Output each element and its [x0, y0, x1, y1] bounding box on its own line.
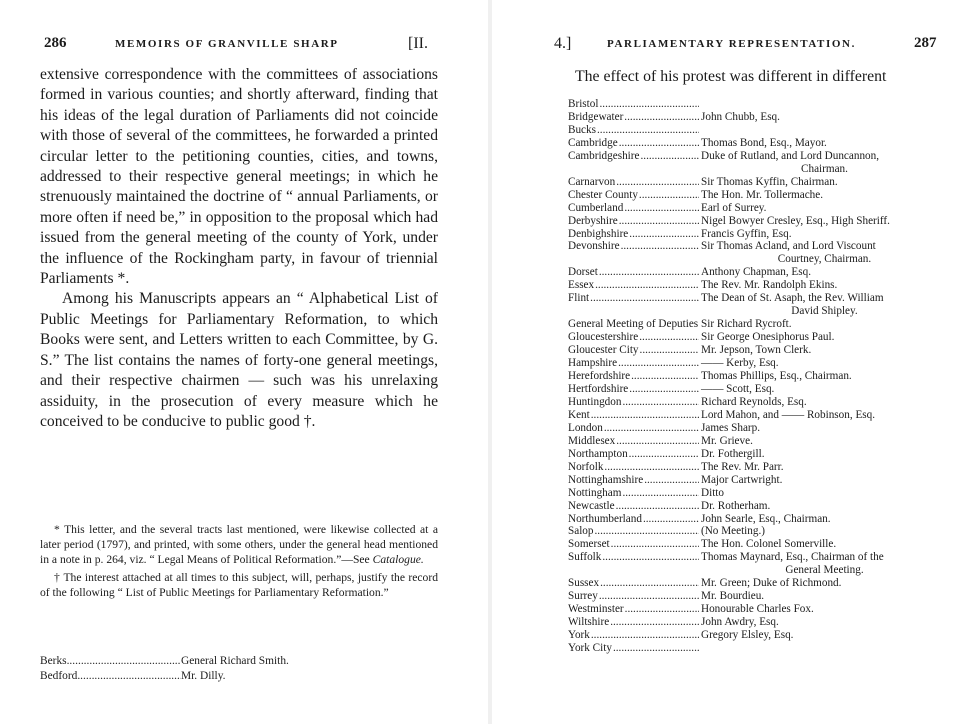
county-name: Devonshire [568, 240, 620, 253]
list-item [568, 111, 948, 124]
chairman-name: Sir Thomas Acland, and Lord Viscount [701, 240, 876, 253]
list-item [568, 266, 948, 279]
list-item [568, 603, 948, 616]
county-name: Bucks [568, 123, 596, 136]
chairman-name: The Hon. Mr. Tollermache. [701, 188, 824, 201]
chairman-name: —— Scott, Esq. [701, 382, 775, 395]
chairman-continuation: General Meeting. [785, 564, 864, 577]
chairman-name: Ditto [701, 486, 724, 499]
list-item [568, 435, 948, 448]
running-head-right: PARLIAMENTARY REPRESENTATION. [607, 38, 856, 50]
county-name: Sussex [568, 577, 600, 590]
chairman-name: Mr. Bourdieu. [701, 590, 765, 603]
chairman-name: Thomas Phillips, Esq., Chairman. [701, 370, 852, 383]
list-item [568, 124, 948, 137]
list-item [568, 98, 948, 111]
footnote: † The interest attached at all times to this subject, will, perhaps, justify the record of the following “ List of Public Meetings for Parliamentary Reformation.” [40, 570, 438, 599]
county-name: Gloucestershire [568, 331, 639, 344]
meeting-list-left [40, 654, 440, 683]
county-name: Bristol [568, 98, 599, 110]
chairman-name: Mr. Grieve. [701, 434, 753, 447]
county-name: Huntingdon [568, 395, 622, 408]
list-item [568, 279, 948, 292]
chairman-name: The Rev. Mr. Randolph Ekins. [701, 279, 838, 292]
chairman-name: Major Cartwright. [701, 473, 783, 486]
list-item [568, 525, 948, 538]
chairman-name: Richard Reynolds, Esq. [701, 395, 807, 408]
footnote [40, 522, 438, 568]
list-item [568, 577, 948, 590]
page-number-left: 286 [44, 35, 67, 51]
chairman-name: The Hon. Colonel Somerville. [701, 538, 837, 551]
list-item [568, 590, 948, 603]
county-name: Wiltshire [568, 616, 610, 629]
list-item [568, 344, 948, 357]
chairman-name: Gregory Elsley, Esq. [701, 629, 794, 642]
body-text-right: The effect of his protest was different in different [575, 68, 887, 85]
list-item [568, 396, 948, 409]
list-item [568, 331, 948, 344]
county-name: Gloucester City [568, 344, 639, 357]
county-name: Bedford [40, 669, 78, 682]
county-name: Salop [568, 525, 594, 538]
county-name: Herefordshire [568, 370, 631, 383]
chairman-name: Honourable Charles Fox. [701, 603, 814, 616]
body-text-left [40, 65, 438, 432]
county-name: York City [568, 642, 612, 655]
county-name: Surrey [568, 590, 598, 603]
chapter-mark-right: 4.] [554, 35, 572, 52]
list-item [568, 422, 948, 435]
chairman-name: John Awdry, Esq. [701, 616, 779, 629]
paragraph: Among his Manuscripts appears an “ Alphabetical List of Public Meetings for Parliamentary Reformation, to which Books were sent, and Letters written to each Committee, by G. S.” The list contains the names of forty-one general meetings, and their respective chairmen — such was his unrelaxing assiduity, in the prosecution of every measure which he conceived to be conducive to public good †. [40, 290, 438, 430]
county-name: Essex [568, 279, 595, 292]
list-item [568, 551, 948, 577]
county-name: Northumberland [568, 512, 642, 525]
county-name: General Meeting of Deputies [568, 318, 699, 331]
list-item [568, 292, 948, 318]
county-name: Middlesex [568, 434, 616, 447]
county-name: York [568, 629, 590, 642]
county-name: Cumberland [568, 201, 624, 214]
list-item [568, 370, 948, 383]
chairman-name: Dr. Rotherham. [701, 499, 771, 512]
list-item [568, 487, 948, 500]
county-name: Westminster [568, 603, 624, 616]
chairman-name: —— Kerby, Esq. [701, 357, 779, 370]
list-item [568, 383, 948, 396]
list-item [568, 538, 948, 551]
list-item [568, 448, 948, 461]
county-name: Dorset [568, 266, 598, 279]
meeting-list-right [568, 98, 948, 655]
county-name: Denbighshire [568, 227, 629, 240]
chairman-name: Nigel Bowyer Cresley, Esq., High Sheriff. [701, 214, 890, 227]
county-name: Kent [568, 408, 590, 421]
county-name: Bridgewater [568, 110, 624, 123]
chairman-name: Sir George Onesiphorus Paul. [701, 331, 835, 344]
county-name: Newcastle [568, 499, 615, 512]
chairman-name: James Sharp. [701, 421, 761, 434]
chairman-name: Mr. Green; Duke of Richmond. [701, 577, 842, 590]
list-item [568, 215, 948, 228]
chairman-name: John Chubb, Esq. [701, 110, 780, 123]
list-item [568, 461, 948, 474]
county-name: Cambridge [568, 136, 618, 149]
page-number-right: 287 [914, 35, 937, 51]
county-name: Berks [40, 655, 67, 667]
county-name: Cambridgeshire [568, 149, 640, 162]
list-item [568, 409, 948, 422]
county-name: Somerset [568, 538, 610, 551]
chairman-name: Mr. Dilly. [181, 669, 226, 682]
chairman-name: Dr. Fothergill. [701, 447, 765, 460]
chairman-name: Lord Mahon, and —— Robinson, Esq. [701, 408, 876, 421]
list-item [568, 474, 948, 487]
footnotes [40, 522, 438, 602]
county-name: Hampshire [568, 357, 618, 370]
chairman-name: Mr. Jepson, Town Clerk. [701, 344, 812, 357]
list-item [568, 318, 948, 331]
county-name: Nottinghamshire [568, 473, 644, 486]
list-item [568, 629, 948, 642]
chairman-name: Anthony Chapman, Esq. [701, 266, 812, 279]
chairman-name: Sir Richard Rycroft. [701, 318, 792, 331]
list-item [568, 500, 948, 513]
county-name: Nottingham [568, 486, 622, 499]
list-item [568, 202, 948, 215]
list-item [568, 357, 948, 370]
county-name: Derbyshire [568, 214, 618, 227]
chairman-name: General Richard Smith. [181, 655, 289, 667]
chairman-name: Francis Gyffin, Esq. [701, 227, 792, 240]
list-item [568, 137, 948, 150]
list-item [568, 189, 948, 202]
list-item [40, 654, 440, 669]
county-name: Suffolk [568, 551, 602, 564]
county-name: London [568, 421, 603, 434]
county-name: Chester County [568, 188, 638, 201]
right-page [490, 0, 980, 724]
footnote-text: * This letter, and the several tracts last mentioned, were likewise collected at a later period (1797), and printed, with some others, under the general head mentioned in a note in p. 264, viz. “ Legal Means of Political Reformation.”—See [40, 523, 438, 567]
chairman-name: Thomas Bond, Esq., Mayor. [701, 136, 827, 149]
chairman-name: The Dean of St. Asaph, the Rev. William [701, 292, 884, 305]
list-item [568, 228, 948, 241]
list-item [568, 176, 948, 189]
chairman-name: The Rev. Mr. Parr. [701, 460, 784, 473]
chairman-continuation: Chairman. [801, 162, 848, 175]
chairman-name: (No Meeting.) [701, 525, 766, 538]
chapter-mark-left: [II. [408, 35, 428, 52]
list-item [568, 240, 948, 266]
list-item [568, 642, 948, 655]
chairman-name: Earl of Surrey. [701, 201, 767, 214]
list-item [568, 513, 948, 526]
footnote-catalogue: Catalogue. [372, 553, 424, 567]
list-item [568, 616, 948, 629]
chairman-name: Duke of Rutland, and Lord Duncannon, [701, 149, 880, 162]
chairman-continuation: David Shipley. [791, 305, 858, 318]
county-name: Hertfordshire [568, 382, 629, 395]
chairman-continuation: Courtney, Chairman. [777, 253, 872, 266]
county-name: Carnarvon [568, 175, 616, 188]
county-name: Flint [568, 292, 590, 305]
chairman-name: Thomas Maynard, Esq., Chairman of the [701, 551, 884, 564]
list-item [40, 669, 440, 684]
list-item [568, 150, 948, 176]
chairman-name: John Searle, Esq., Chairman. [701, 512, 831, 525]
paragraph: extensive correspondence with the committees of associations formed in various counties; and shortly afterward, finding that his ideas of the legal duration of Parliaments did not coincide with those of several of the committees, he forwarded a printed circular letter to the petitioning counties, cities, and towns, addressed to their respective general meetings; in which he strenuously maintained the doctrine of “ annual Parliaments, or more often if need be,” in opposition to the proposal which had issued from the general meeting of the county of York, under the influence of the Rockingham party, in favour of triennial Parliaments *. [40, 66, 438, 288]
county-name: Northampton [568, 447, 628, 460]
county-name: Norfolk [568, 460, 604, 473]
chairman-name: Sir Thomas Kyffin, Chairman. [701, 175, 838, 188]
running-head-left: MEMOIRS OF GRANVILLE SHARP [115, 38, 339, 50]
